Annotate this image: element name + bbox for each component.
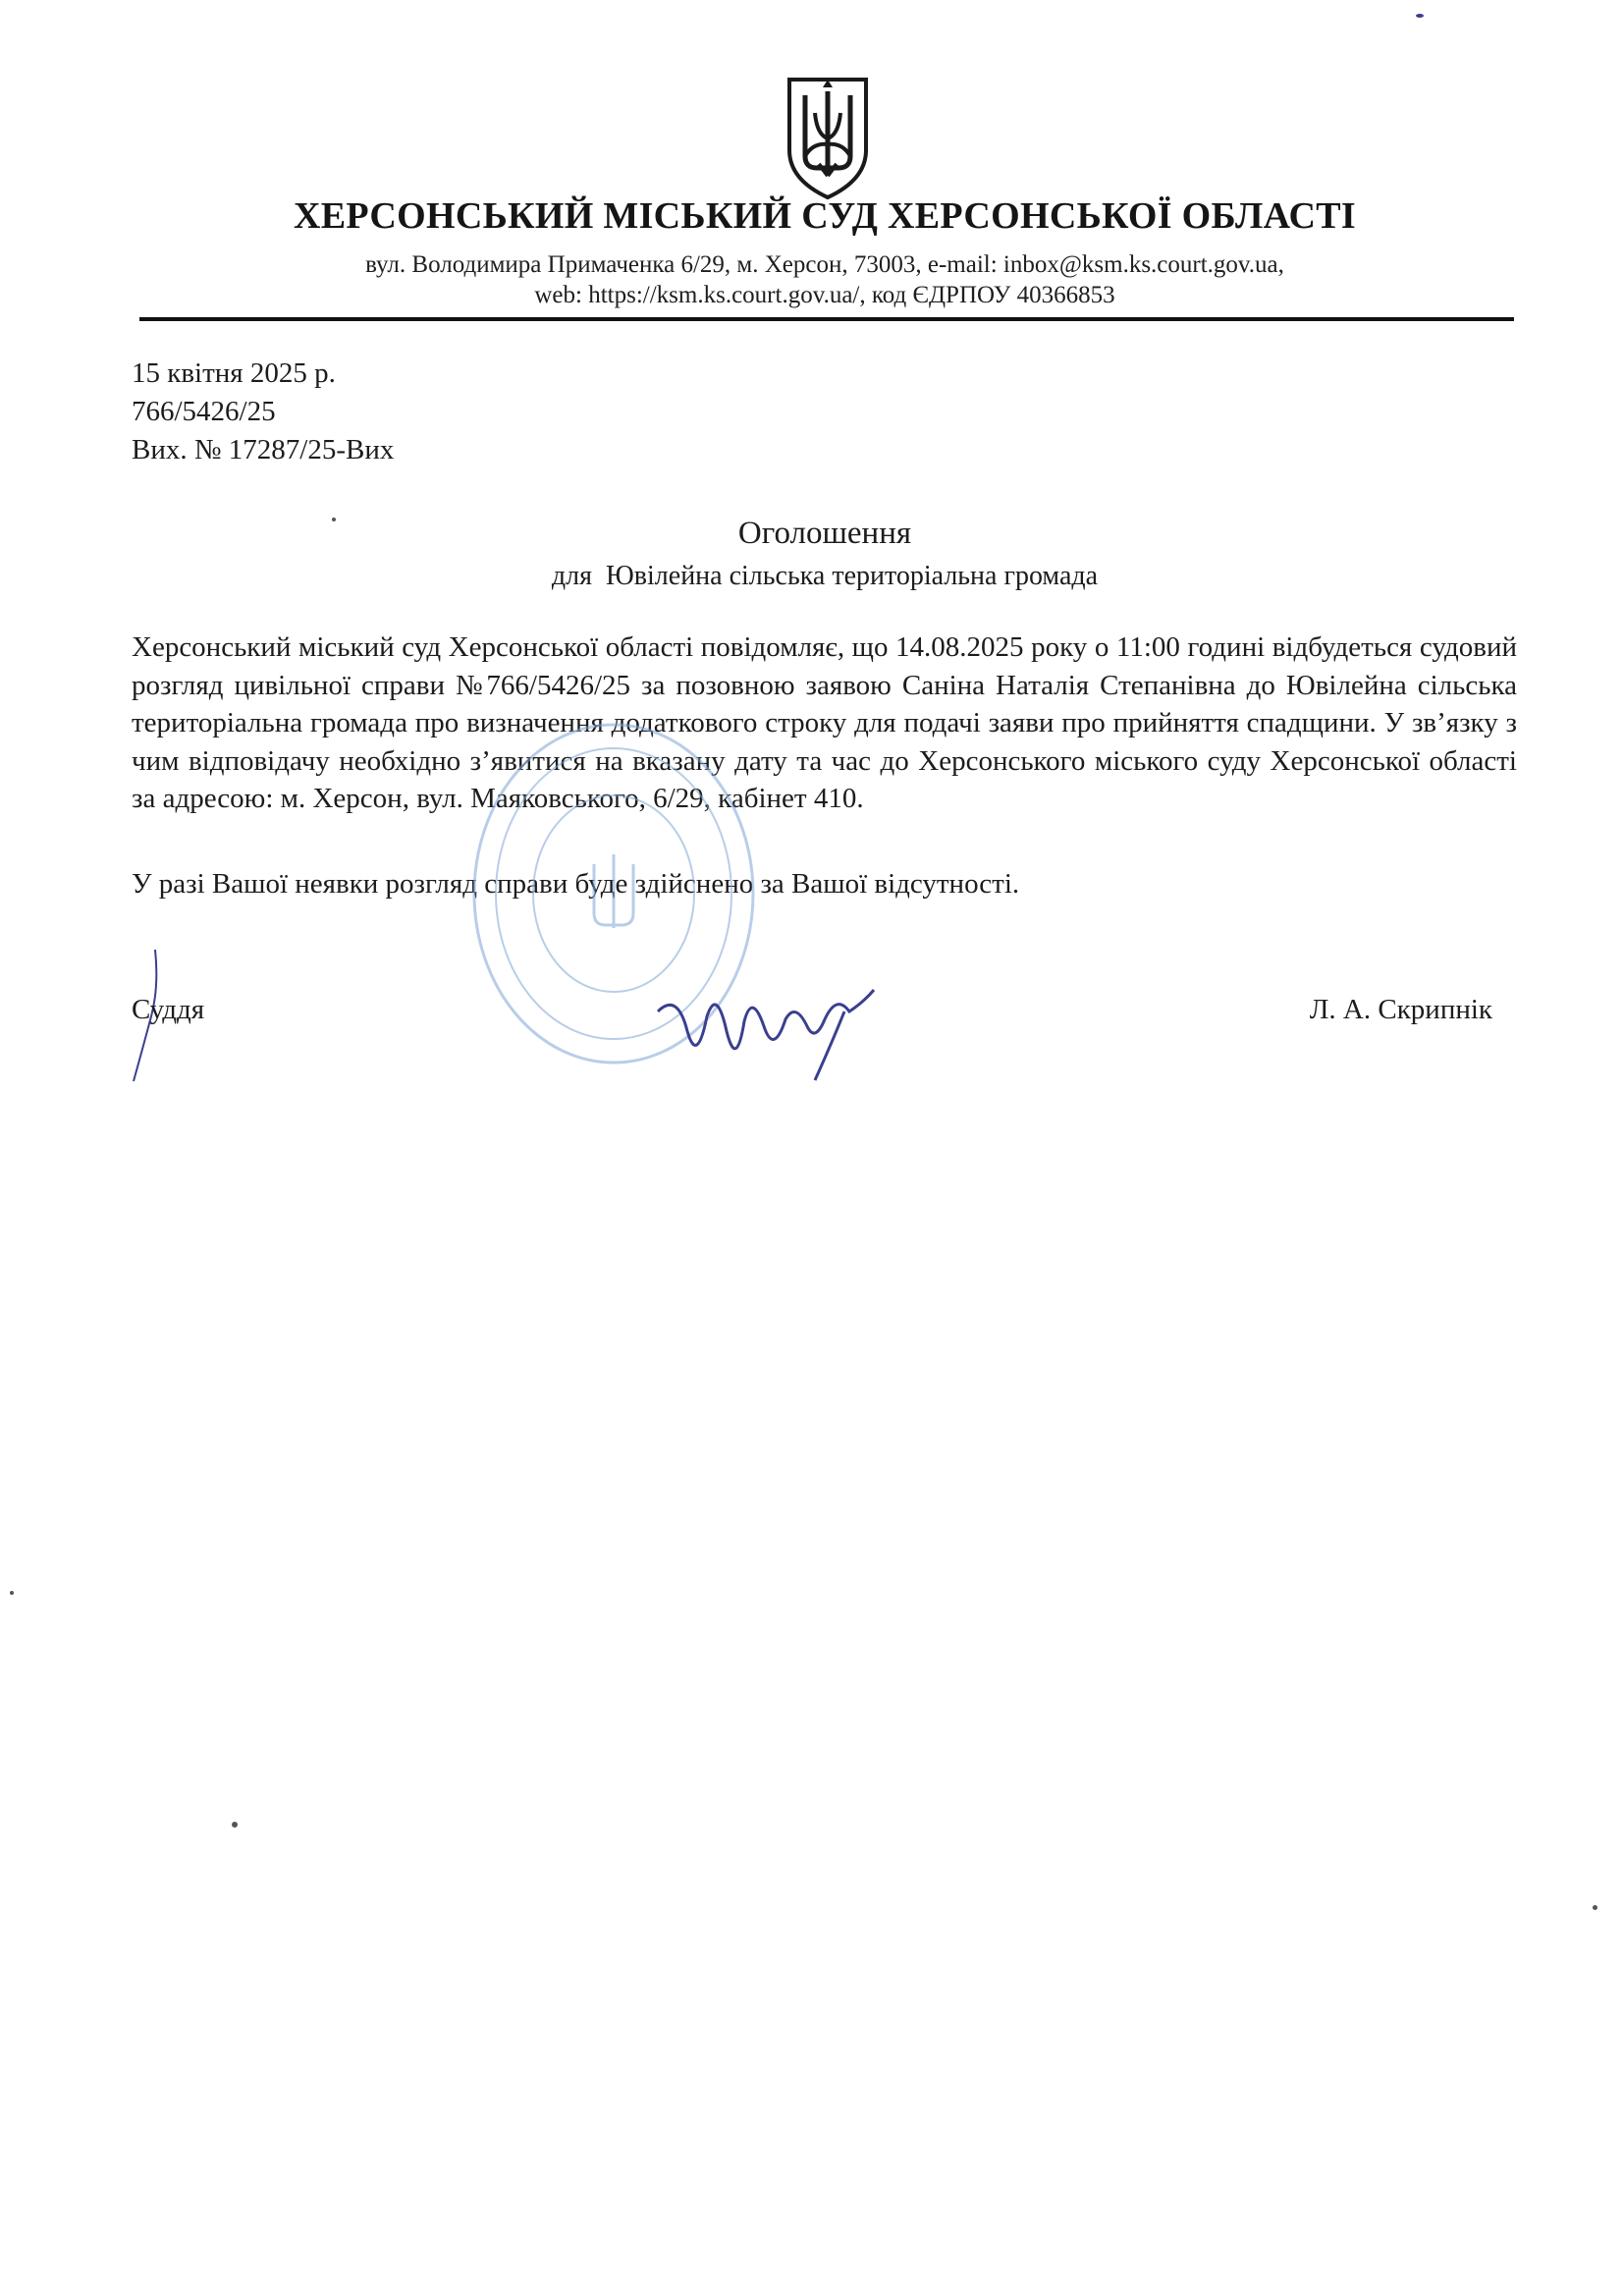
- announcement-recipient: для Ювілейна сільська територіальна громада: [551, 561, 1099, 591]
- scan-speck: [1593, 1905, 1597, 1910]
- announcement-closing-line: У разі Вашої неявки розгляд справи буде здійснено за Вашої відсутності.: [132, 868, 1020, 900]
- scan-speck: [10, 1591, 14, 1595]
- letter-date: 15 квітня 2025 р.: [132, 357, 336, 389]
- judge-name: Л. А. Скрипнік: [1309, 994, 1492, 1025]
- announcement-title: Оголошення: [737, 516, 912, 551]
- header-divider: [139, 317, 1514, 321]
- announcement-body: [132, 629, 1517, 818]
- court-name: ХЕРСОНСЬКИЙ МІСЬКИЙ СУД ХЕРСОНСЬКОЇ ОБЛАСТІ: [294, 195, 1356, 237]
- announcement-paragraph: Херсонський міський суд Херсонської області повідомляє, що 14.08.2025 року о 11:00 годині відбудеться судовий розгляд цивільної справи №766/5426/25 за позовною заявою Саніна Наталія Степанівна до Ювілейна сільська територіальна громада про визначення додаткового строку для подачі заяви про прийняття спадщини. У зв’язку з чим відповідачу необхідно з’явитися на вказану дату та час до Херсонського міського суду Херсонської області за адресою: м. Херсон, вул. Маяковського, 6/29, кабінет 410.: [132, 631, 1517, 815]
- case-number: 766/5426/25: [132, 396, 276, 427]
- judge-signature: [648, 972, 893, 1100]
- scan-speck: [1416, 14, 1424, 18]
- court-web-line: web: https://ksm.ks.court.gov.ua/, код ЄДРПОУ 40366853: [534, 282, 1115, 308]
- judge-title: Суддя: [132, 994, 205, 1025]
- scan-speck: [232, 1822, 238, 1828]
- outgoing-number: Вих. № 17287/25-Вих: [132, 434, 395, 465]
- court-address-line: вул. Володимира Примаченка 6/29, м. Херсон, 73003, e-mail: inbox@ksm.ks.court.gov.ua,: [365, 251, 1284, 278]
- scan-speck: [332, 518, 336, 521]
- trident-coat-of-arms-icon: [784, 74, 872, 201]
